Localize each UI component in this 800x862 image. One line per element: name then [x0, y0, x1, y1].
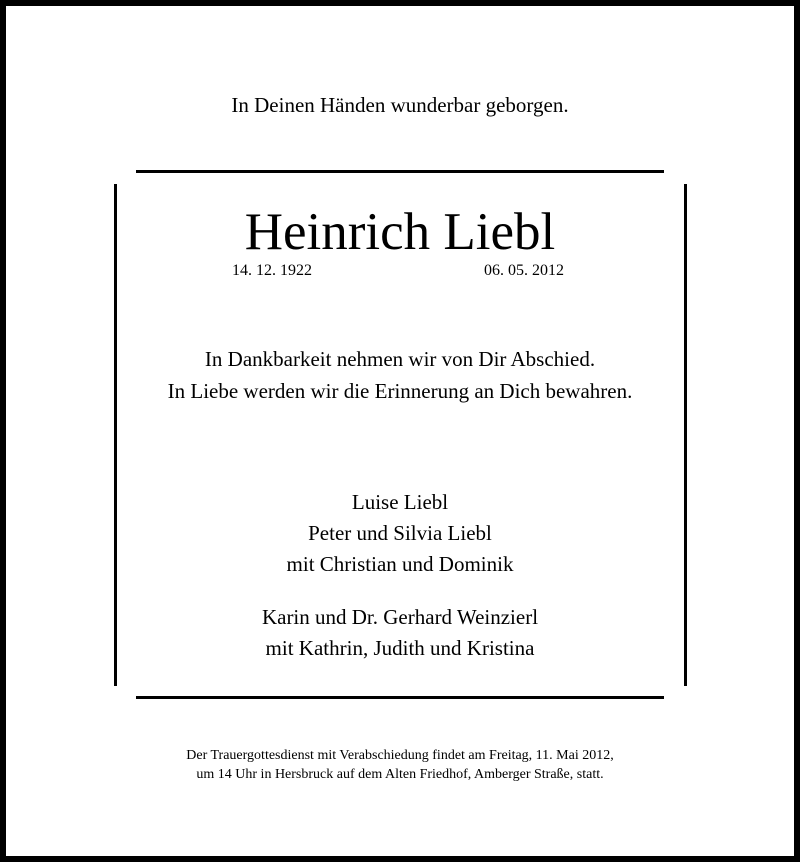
motto: In Deinen Händen wunderbar geborgen. [231, 93, 569, 117]
bottom-divider [136, 696, 664, 699]
mourner-group-spacer [0, 580, 800, 602]
mourner-line: Peter und Silvia Liebl [308, 521, 492, 545]
mourner-line: Karin und Dr. Gerhard Weinzierl [261, 605, 539, 629]
service-notice [0, 746, 800, 784]
mourner-line: mit Kathrin, Judith und Kristina [265, 636, 535, 660]
death-date: 06. 05. 2012 [484, 262, 564, 279]
birth-date: 14. 12. 1922 [232, 262, 312, 279]
mourner-line: Luise Liebl [351, 490, 449, 514]
farewell-message [0, 343, 800, 407]
service-notice-line: Der Trauergottesdienst mit Verabschiedung findet am Freitag, 11. Mai 2012, [186, 748, 614, 763]
mourners-list [0, 487, 800, 664]
deceased-name: Heinrich Liebl [244, 203, 556, 261]
farewell-line: In Liebe werden wir die Erinnerung an Dich bewahren. [167, 379, 633, 403]
farewell-line: In Dankbarkeit nehmen wir von Dir Abschied. [204, 347, 596, 371]
mourner-line: mit Christian und Dominik [286, 552, 514, 576]
service-notice-line: um 14 Uhr in Hersbruck auf dem Alten Friedhof, Amberger Straße, statt. [196, 767, 604, 782]
top-divider [136, 170, 664, 173]
